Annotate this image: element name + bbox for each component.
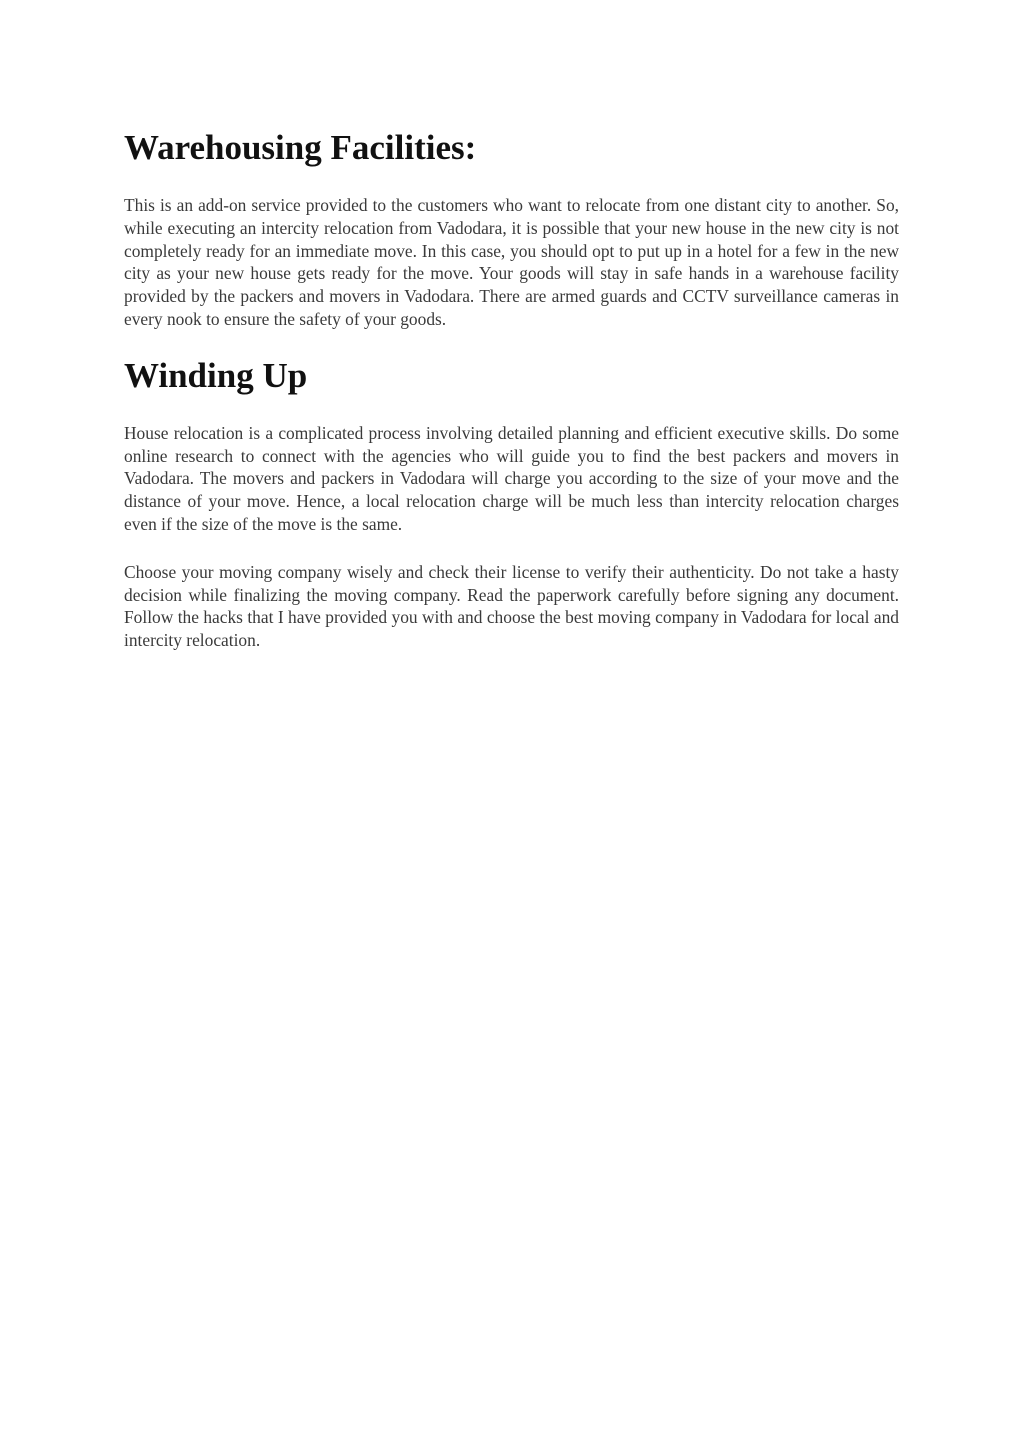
- section-winding-up: [124, 352, 899, 652]
- section-heading: Warehousing Facilities:: [124, 128, 477, 167]
- section-warehousing-facilities: [124, 124, 899, 331]
- section-paragraph: House relocation is a complicated process involving detailed planning and efficient executive skills. Do some online research to connect with the agencies who will guide you to find the best packers and movers in Vadodara. The movers and packers in Vadodara will charge you according to the size of your move and the distance of your move. Hence, a local relocation charge will be much less than intercity relocation charges even if the size of the move is the same.: [124, 422, 899, 534]
- section-paragraph: This is an add-on service provided to the customers who want to relocate from one distant city to another. So, while executing an intercity relocation from Vadodara, it is possible that your new house in the new city is not completely ready for an immediate move. In this case, you should opt to put up in a hotel for a few in the new city as your new house gets ready for the move. Your goods will stay in safe hands in a warehouse facility provided by the packers and movers in Vadodara. There are armed guards and CCTV surveillance cameras in every nook to ensure the safety of your goods.: [124, 195, 899, 329]
- section-heading: Winding Up: [124, 355, 308, 395]
- section-paragraph: Choose your moving company wisely and check their license to verify their authenticity. Do not take a hasty decision while finalizing the moving company. Read the paperwork carefully before signing any document. Follow the hacks that I have provided you with and choose the best moving company in Vadodara for local and intercity relocation.: [124, 561, 899, 651]
- document-page: [124, 124, 899, 652]
